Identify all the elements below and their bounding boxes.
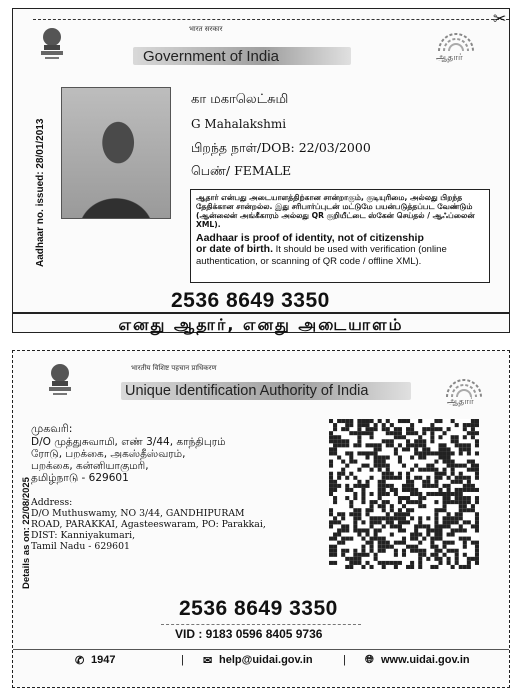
address-label-tamil: முகவரி: xyxy=(31,422,73,435)
gov-hindi-text: भारत सरकार xyxy=(189,25,223,33)
website-link[interactable]: www.uidai.gov.in xyxy=(381,654,470,666)
aadhaar-logo-text: ஆதார் xyxy=(436,53,463,63)
aadhaar-front-card xyxy=(12,8,510,333)
address-label-english: Address: xyxy=(31,497,73,508)
note-english-2: authentication, or scanning of QR code / offline XML). xyxy=(196,255,422,267)
slogan: எனது ஆதார், எனது அடையாளம் xyxy=(118,315,404,334)
divider xyxy=(161,624,361,625)
note-tamil: ஆதார் என்பது அடையாளத்திற்கான சான்றாகும், குடியுரிமை, அல்லது பிறந்த தேதிக்கான சான்றல்ல. இது சரிபார்ப்புடன் மட்டுமே பயன்படுத்தப்பட வேண்டும் (ஆன்லைன் அங்கீகாரம் அல்லது QR குறியீட்டை ஸ்கேன் செய்தல் / ஆஃப்லைன் XML). xyxy=(196,193,475,229)
national-emblem-icon xyxy=(35,25,69,65)
name-english: G Mahalakshmi xyxy=(191,117,287,131)
national-emblem-icon xyxy=(43,361,77,401)
note-english: or date of birth. It should be used with verification (online xyxy=(196,243,447,255)
phone-icon: ✆ xyxy=(75,655,85,667)
contact-footer xyxy=(13,649,509,672)
separator: | xyxy=(343,654,346,666)
aadhaar-logo-text: ஆதார் xyxy=(447,397,474,407)
address-english: D/O Muthuswamy, NO 3/44, GANDHIPURAM ROAD, PARAKKAI, Agasteeswaram, PO: Parakkai, DIST: Kanniyakumari, Tamil Nadu - 629601 xyxy=(31,508,266,552)
scissors-icon: ✂ xyxy=(493,9,507,28)
uidai-hindi-text: भारतीय विशिष्ट पहचान प्राधिकरण xyxy=(131,364,217,372)
details-date: Details as on: 22/08/2025 xyxy=(21,477,32,589)
slogan-bar xyxy=(13,312,509,336)
aadhaar-number: 2536 8649 3350 xyxy=(171,289,330,312)
holder-photo xyxy=(61,87,171,219)
cut-line xyxy=(33,19,509,20)
separator: | xyxy=(181,654,184,666)
date-of-birth: பிறந்த நாள்/DOB: 22/03/2000 xyxy=(191,140,371,155)
mail-icon: ✉ xyxy=(203,655,213,667)
email-link[interactable]: help@uidai.gov.in xyxy=(219,654,313,666)
qr-code xyxy=(329,419,479,569)
issued-date: Aadhaar no. issued: 28/01/2013 xyxy=(35,118,46,267)
aadhaar-number: 2536 8649 3350 xyxy=(179,597,338,620)
name-tamil: கா மகாலெட்சுமி xyxy=(191,92,289,107)
aadhaar-back-card xyxy=(12,350,510,688)
phone-number[interactable]: 1947 xyxy=(91,654,116,666)
note-english-bold: Aadhaar is proof of identity, not of citizenship xyxy=(196,232,424,244)
identity-note-box xyxy=(190,189,490,283)
government-title: Government of India xyxy=(143,48,279,65)
gender: பெண்/ FEMALE xyxy=(191,163,292,178)
vid-number: VID : 9183 0596 8405 9736 xyxy=(175,627,323,641)
uidai-title: Unique Identification Authority of India xyxy=(125,383,369,399)
globe-icon: 🌐︎ xyxy=(365,654,374,666)
address-tamil: D/O முத்துசுவாமி, எண் 3/44, காந்திபுரம் ரோடு, பறக்கை, அகஸ்தீஸ்வரம், பறக்கை, கன்னியாகுமரி, தமிழ்நாடு - 629601 xyxy=(31,436,226,484)
